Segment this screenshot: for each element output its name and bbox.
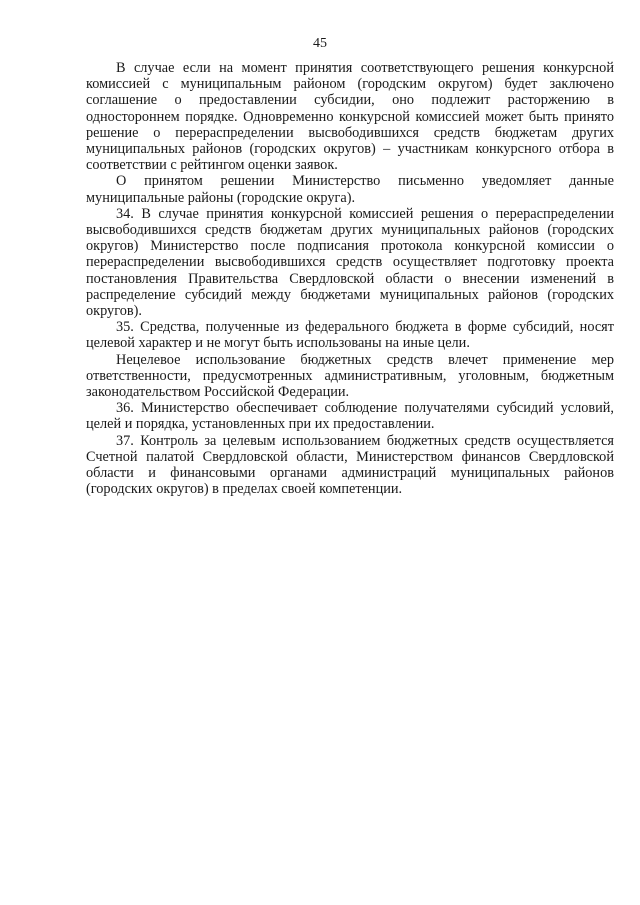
paragraph-notification: О принятом решении Министерство письменно уведомляет данные муниципальные районы (городские округа). (86, 173, 614, 206)
paragraph-35: 35. Средства, полученные из федерального бюджета в форме субсидий, носят целевой характер и не могут быть использованы на иные цели. (86, 319, 614, 352)
document-body (86, 60, 614, 497)
paragraph-34: 34. В случае принятия конкурсной комиссией решения о перераспределении высвободившихся средств бюджетам других муниципальных районов (городских округов) Министерство после подписания протокола конкурсной комиссии о перераспределении высвободившихся средств осуществляет подготовку проекта постановления Правительства Свердловской области о внесении изменений в распределение субсидий между бюджетами муниципальных районов (городских округов). (86, 205, 614, 320)
page-number: 45 (313, 36, 327, 51)
paragraph-misuse-liability: Нецелевое использование бюджетных средств влечет применение мер ответственности, предусмотренных административным, уголовным, бюджетным законодательством Российской Федерации. (86, 351, 614, 401)
paragraph-contract-termination: В случае если на момент принятия соответствующего решения конкурсной комиссией с муниципальным районом (городским округом) будет заключено соглашение о предоставлении субсидии, оно подлежит расторжению в одностороннем порядке. Одновременно конкурсной комиссией может быть принято решение о перераспределении высвободившихся средств бюджетам других муниципальных районов (городских округов) – участникам конкурсного отбора в соответствии с рейтингом оценки заявок. (86, 60, 614, 174)
paragraph-37: 37. Контроль за целевым использованием бюджетных средств осуществляется Счетной палатой Свердловской области, Министерством финансов Свердловской области и финансовыми органами администраций муниципальных районов (городских округов) в пределах своей компетенции. (86, 432, 614, 498)
paragraph-36: 36. Министерство обеспечивает соблюдение получателями субсидий условий, целей и порядка, установленных при их предоставлении. (86, 400, 614, 433)
